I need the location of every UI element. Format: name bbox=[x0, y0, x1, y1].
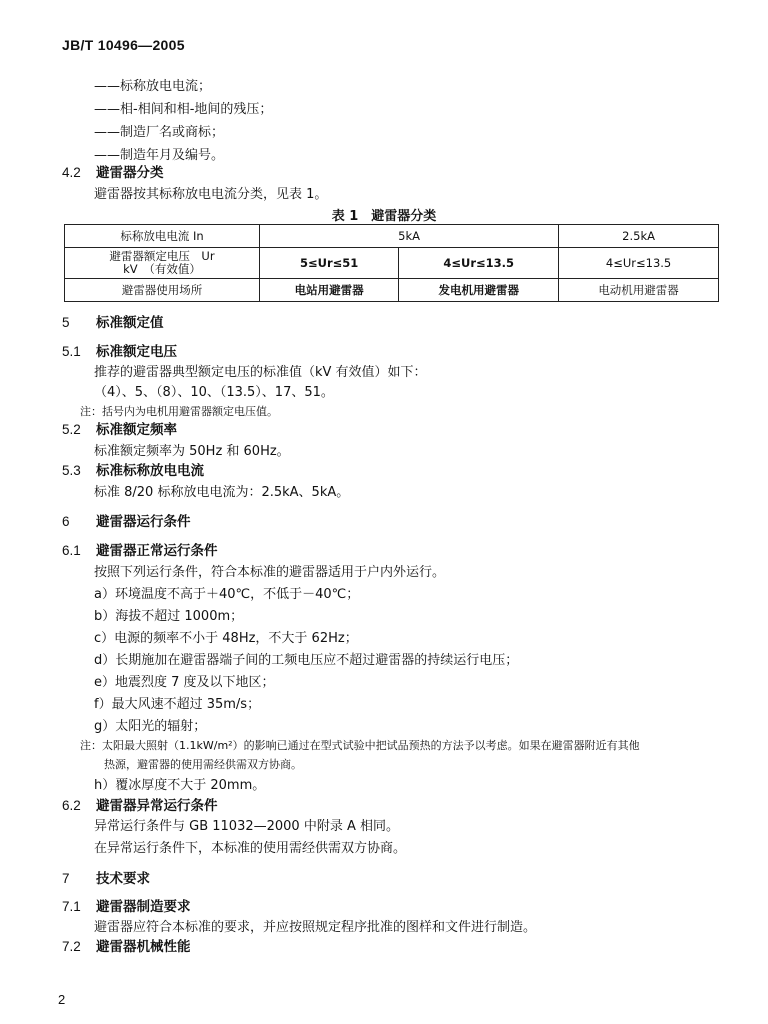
section-title: 避雷器机械性能 bbox=[96, 939, 191, 955]
section-number: 7.2 bbox=[62, 939, 81, 954]
paragraph: 避雷器按其标称放电电流分类，见表 1。 bbox=[94, 187, 328, 202]
list-item: e）地震烈度 7 度及以下地区； bbox=[94, 675, 275, 690]
table-cell: 4≤Ur≤13.5 bbox=[399, 248, 559, 279]
section-title: 避雷器异常运行条件 bbox=[96, 798, 218, 814]
section-7-1-heading bbox=[62, 898, 191, 917]
paragraph: 标准额定频率为 50Hz 和 60Hz。 bbox=[94, 444, 290, 459]
section-5-2-heading bbox=[62, 421, 177, 440]
section-number: 5.3 bbox=[62, 463, 81, 478]
list-item: h）覆冰厚度不大于 20mm。 bbox=[94, 778, 266, 793]
note: 热源，避雷器的使用需经供需双方协商。 bbox=[104, 758, 302, 771]
section-title: 避雷器运行条件 bbox=[96, 514, 191, 530]
table-row bbox=[65, 279, 719, 302]
section-6-2-heading bbox=[62, 797, 218, 816]
section-number: 7 bbox=[62, 871, 70, 886]
table-caption: 表 1 避雷器分类 bbox=[331, 209, 437, 224]
table-cell: 电站用避雷器 bbox=[260, 279, 399, 302]
page-number: 2 bbox=[58, 992, 66, 1007]
list-item: ——制造厂名或商标； bbox=[94, 125, 225, 140]
section-number: 5.2 bbox=[62, 422, 81, 437]
list-item: f）最大风速不超过 35m/s； bbox=[94, 697, 261, 712]
section-title: 避雷器分类 bbox=[96, 165, 164, 181]
standard-code-header: JB/T 10496—2005 bbox=[62, 37, 185, 53]
paragraph: 在异常运行条件下，本标准的使用需经供需双方协商。 bbox=[94, 841, 407, 856]
paragraph: 异常运行条件与 GB 11032—2000 中附录 A 相同。 bbox=[94, 819, 399, 834]
section-title: 标准额定频率 bbox=[96, 422, 177, 438]
section-title: 技术要求 bbox=[96, 871, 150, 887]
section-number: 6.1 bbox=[62, 543, 81, 558]
section-5-heading bbox=[62, 314, 164, 333]
section-5-1-heading bbox=[62, 343, 177, 362]
cell-line: 避雷器额定电压 Ur bbox=[109, 249, 215, 263]
list-item: d）长期施加在避雷器端子间的工频电压应不超过避雷器的持续运行电压； bbox=[94, 653, 519, 668]
table-cell: 标称放电电流 In bbox=[65, 225, 260, 248]
list-item: a）环境温度不高于＋40℃，不低于－40℃； bbox=[94, 587, 360, 602]
section-number: 6.2 bbox=[62, 798, 81, 813]
section-5-3-heading bbox=[62, 462, 204, 481]
section-7-2-heading bbox=[62, 938, 191, 957]
table-row bbox=[65, 248, 719, 279]
table-row bbox=[65, 225, 719, 248]
paragraph: 推荐的避雷器典型额定电压的标准值（kV 有效值）如下： bbox=[94, 365, 427, 380]
section-title: 标准标称放电电流 bbox=[96, 463, 204, 479]
paragraph: （4）、5、（8）、10、（13.5）、17、51。 bbox=[94, 385, 334, 400]
section-6-heading bbox=[62, 513, 191, 532]
section-number: 5 bbox=[62, 315, 70, 330]
table-cell: 5kA bbox=[260, 225, 559, 248]
paragraph: 标准 8/20 标称放电电流为：2.5kA、5kA。 bbox=[94, 485, 350, 500]
section-title: 标准额定电压 bbox=[96, 344, 177, 360]
section-title: 避雷器正常运行条件 bbox=[96, 543, 218, 559]
arrester-classification-table bbox=[64, 224, 719, 302]
table-cell: 发电机用避雷器 bbox=[399, 279, 559, 302]
list-item: ——制造年月及编号。 bbox=[94, 148, 225, 163]
note: 注：括号内为电机用避雷器额定电压值。 bbox=[80, 405, 278, 418]
section-number: 6 bbox=[62, 514, 70, 529]
list-item: b）海拔不超过 1000m； bbox=[94, 609, 244, 624]
table-cell: 2.5kA bbox=[559, 225, 719, 248]
section-title: 标准额定值 bbox=[96, 315, 164, 331]
cell-line: kV （有效值） bbox=[123, 262, 201, 276]
section-number: 5.1 bbox=[62, 344, 81, 359]
section-6-1-heading bbox=[62, 542, 218, 561]
table-cell bbox=[65, 248, 260, 279]
paragraph: 避雷器应符合本标准的要求，并应按照规定程序批准的图样和文件进行制造。 bbox=[94, 920, 537, 935]
list-item: ——标称放电电流； bbox=[94, 79, 212, 94]
table-cell: 避雷器使用场所 bbox=[65, 279, 260, 302]
paragraph: 按照下列运行条件，符合本标准的避雷器适用于户内外运行。 bbox=[94, 565, 446, 580]
table-cell: 电动机用避雷器 bbox=[559, 279, 719, 302]
list-item: c）电源的频率不小于 48Hz，不大于 62Hz； bbox=[94, 631, 358, 646]
section-4-2-heading bbox=[62, 164, 164, 183]
section-title: 避雷器制造要求 bbox=[96, 899, 191, 915]
note: 注：太阳最大照射（1.1kW/m²）的影响已通过在型式试验中把试品预热的方法予以考虑。如果在避雷器附近有其他 bbox=[80, 739, 640, 752]
section-7-heading bbox=[62, 870, 150, 889]
table-cell: 4≤Ur≤13.5 bbox=[559, 248, 719, 279]
section-number: 7.1 bbox=[62, 899, 81, 914]
list-item: ——相-相间和相-地间的残压； bbox=[94, 102, 273, 117]
table-cell: 5≤Ur≤51 bbox=[260, 248, 399, 279]
list-item: g）太阳光的辐射； bbox=[94, 719, 207, 734]
section-number: 4.2 bbox=[62, 165, 81, 180]
